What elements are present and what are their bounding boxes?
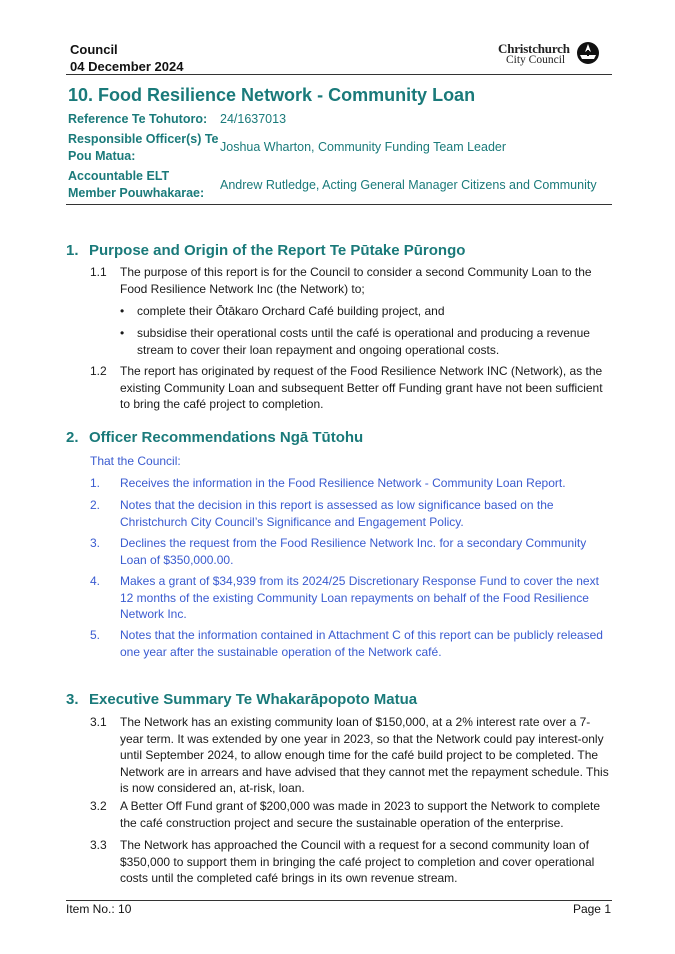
section-2-title: Officer Recommendations Ngā Tūtohu [89, 429, 364, 446]
recommendation-number: 5. [90, 628, 101, 642]
recommendation-text: Declines the request from the Food Resilience Network Inc. for a secondary Community Loan of $350,000.00. [120, 536, 587, 567]
header-divider [66, 74, 612, 75]
recommendation-item [90, 573, 612, 623]
recommendation-number: 3. [90, 536, 101, 550]
section-3-title: Executive Summary Te Whakarāpopoto Matua [89, 691, 418, 708]
footer-page-number: Page 1 [572, 902, 611, 916]
section-1-number: 1. [66, 242, 79, 259]
section-2-number: 2. [66, 429, 79, 446]
paragraph-3-2 [90, 798, 612, 831]
footer-item-number: Item No.: 10 [66, 902, 132, 916]
title-block-divider [66, 204, 612, 205]
header-date: 04 December 2024 [70, 59, 184, 74]
report-title: 10. Food Resilience Network - Community Loan [68, 85, 476, 105]
logo-line-2: City Council [506, 54, 566, 66]
recommendation-item [90, 535, 612, 568]
paragraph-number: 3.1 [90, 715, 107, 729]
bullet-text: subsidise their operational costs until the café is operational and producing a revenue stream to cover their loan repayment and ongoing operational costs. [137, 326, 590, 357]
elt-value: Andrew Rutledge, Acting General Manager Citizens and Community [220, 178, 597, 192]
paragraph-3-1 [90, 714, 612, 797]
recommendations-intro: That the Council: [90, 454, 181, 468]
recommendation-number: 4. [90, 574, 101, 588]
officer-label-line-2: Pou Matua: [68, 149, 136, 163]
bullet-item [120, 303, 610, 320]
recommendation-item [90, 497, 612, 530]
elt-label [68, 168, 204, 202]
paragraph-text: The Network has an existing community loan of $150,000, at a 2% interest rate over a 7-year term. It was extended by one year in 2023, so that the Network could pay interest-only until September 2024, to allow enough time for the café build project to be completed. The Network are in arrears and have advised that they cannot met the repayment schedule. This is now considered an, at-risk, loan. [120, 715, 609, 796]
recommendation-text: Notes that the information contained in Attachment C of this report can be publicly released one year after the sustainable operation of the Network café. [120, 628, 603, 659]
recommendation-text: Notes that the decision in this report is assessed as low significance based on the Christchurch City Council’s Significance and Engagement Policy. [120, 498, 554, 529]
bullet-text: complete their Ōtākaro Orchard Café building project, and [137, 304, 445, 318]
elt-label-line-2: Member Pouwhakarae: [68, 186, 205, 200]
logo-line-1: Christchurch [498, 41, 570, 56]
paragraph-number: 1.2 [90, 364, 107, 378]
bullet-dot: • [120, 304, 125, 318]
council-logo [496, 41, 602, 67]
reference-value: 24/1637013 [220, 112, 287, 126]
paragraph-3-3 [90, 837, 612, 887]
paragraph-text: The report has originated by request of the Food Resilience Network INC (Network), as the existing Community Loan and subsequent Better off Funding grant have not been sufficient to bring the café project to completion. [120, 364, 603, 412]
recommendation-text: Makes a grant of $34,939 from its 2024/25 Discretionary Response Fund to cover the next 12 months of the existing Community Loan repayments on behalf of the Food Resilience Network Inc. [120, 574, 599, 622]
section-1-heading [66, 242, 465, 259]
section-2-heading [66, 429, 363, 446]
footer-divider [66, 900, 612, 901]
recommendation-item [90, 475, 612, 492]
paragraph-number: 1.1 [90, 265, 107, 279]
recommendation-text: Receives the information in the Food Resilience Network - Community Loan Report. [120, 476, 566, 490]
section-3-number: 3. [66, 691, 79, 708]
elt-label-line-1: Accountable ELT [68, 169, 170, 183]
recommendation-item [90, 627, 612, 660]
reference-label: Reference Te Tohutoro: [68, 112, 208, 126]
bullet-dot: • [120, 326, 125, 340]
paragraph-number: 3.3 [90, 838, 107, 852]
recommendation-number: 2. [90, 498, 101, 512]
paragraph-1-2 [90, 363, 612, 413]
paragraph-number: 3.2 [90, 799, 107, 813]
section-3-heading [66, 691, 417, 708]
bullet-item [120, 325, 610, 358]
paragraph-text: A Better Off Fund grant of $200,000 was made in 2023 to support the Network to complete the café construction project and secure the sustainable operation of the enterprise. [120, 799, 601, 830]
header-meta [70, 41, 183, 75]
section-1-title: Purpose and Origin of the Report Te Pūtake Pūrongo [89, 242, 466, 259]
header-org: Council [70, 42, 118, 57]
recommendation-number: 1. [90, 476, 101, 490]
officer-label [68, 131, 219, 165]
paragraph-text: The purpose of this report is for the Council to consider a second Community Loan to the Food Resilience Network Inc (the Network) to; [120, 265, 592, 296]
cathedral-icon [576, 41, 600, 65]
paragraph-text: The Network has approached the Council with a request for a second community loan of $350,000 to support them in bringing the café project to completion and cover operational costs until the completed café brings in its own revenue stream. [120, 838, 595, 886]
officer-label-line-1: Responsible Officer(s) Te [68, 132, 219, 146]
paragraph-1-1 [90, 264, 612, 297]
officer-value: Joshua Wharton, Community Funding Team Leader [220, 140, 507, 154]
